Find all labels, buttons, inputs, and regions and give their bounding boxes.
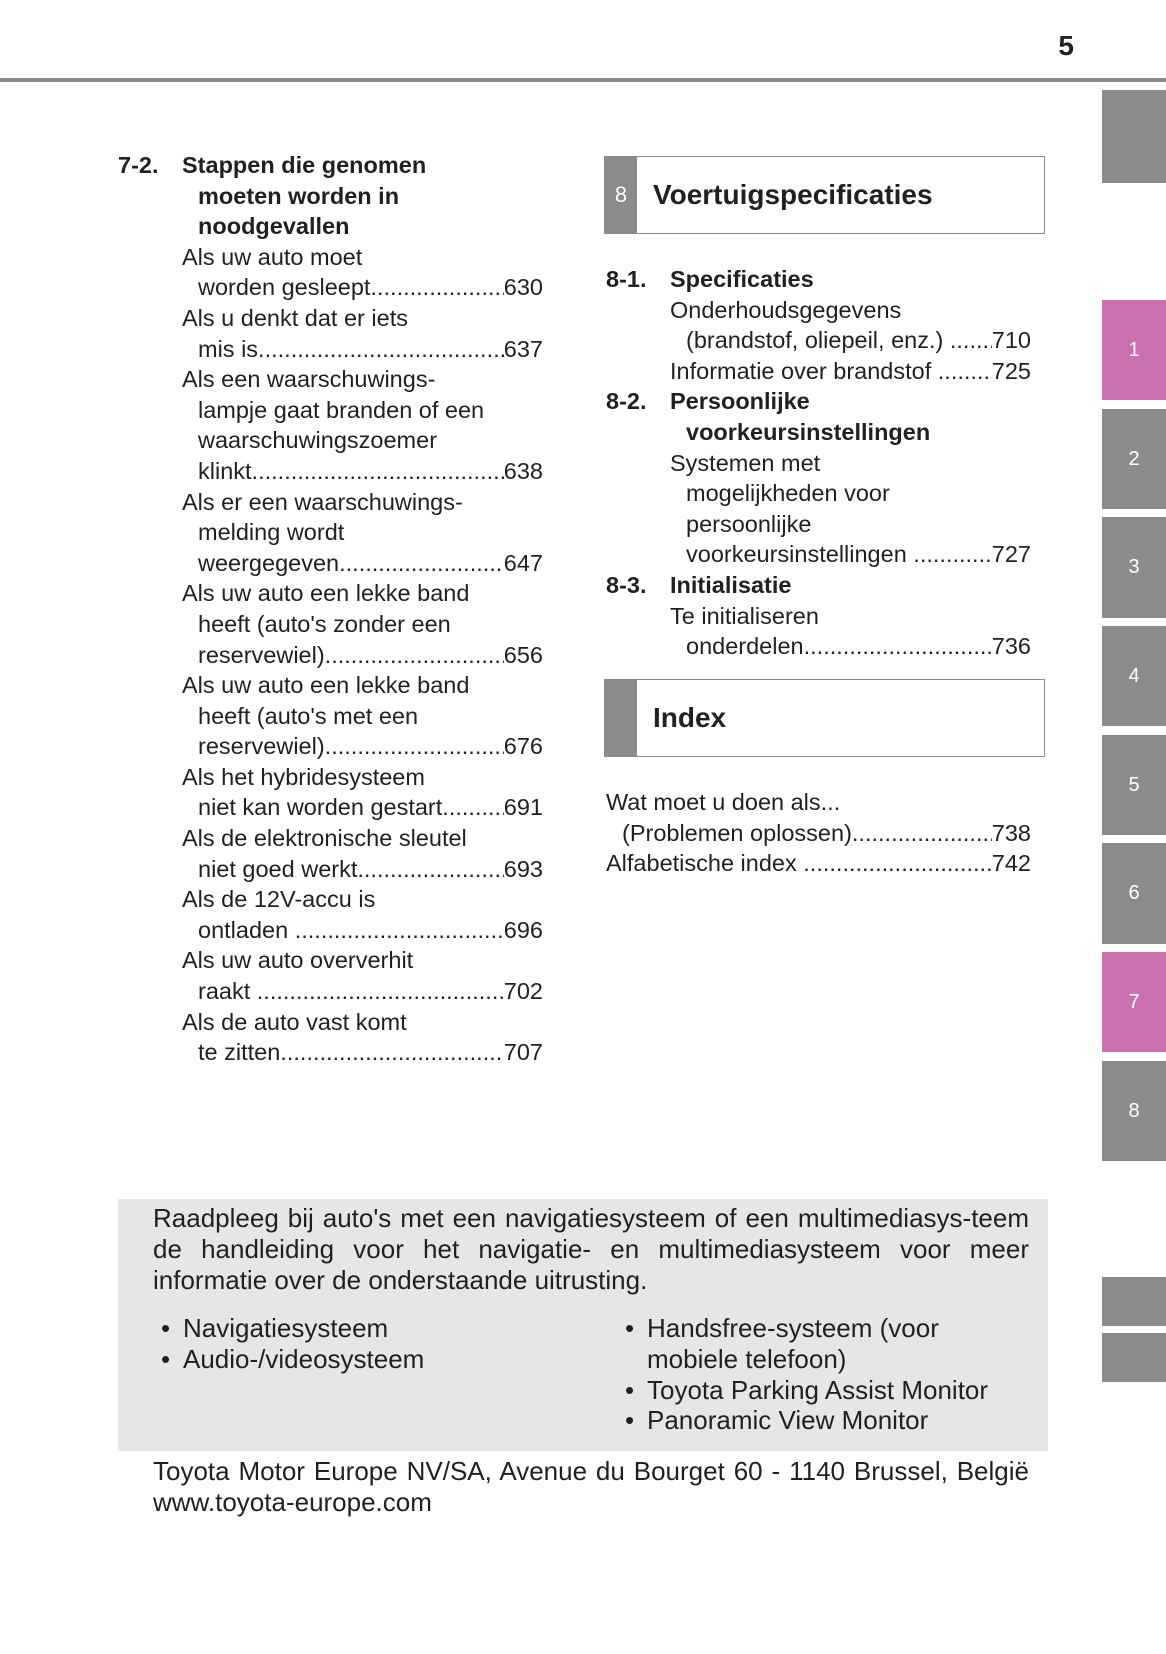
page-ref: 638 bbox=[503, 457, 543, 484]
page-ref: 742 bbox=[991, 850, 1031, 877]
page-ref: 630 bbox=[503, 274, 543, 301]
toc-entry-last: mis is ..... 637 bbox=[182, 334, 543, 365]
toc-entry-last: klinkt ..... 638 bbox=[182, 456, 543, 487]
toc-entry-line: Als er een waarschuwings- bbox=[182, 488, 463, 515]
page-ref: 693 bbox=[503, 855, 543, 882]
toc-entry-line: Te initialiseren bbox=[670, 602, 819, 629]
bullet-item: • Navigatiesysteem bbox=[153, 1313, 573, 1344]
section-heading[interactable] bbox=[606, 386, 1031, 447]
section-number: 8-3. bbox=[606, 571, 647, 598]
chapter-tab: 8 bbox=[605, 157, 637, 233]
section-title-line: Initialisatie bbox=[670, 571, 792, 598]
page-number: 5 bbox=[1058, 30, 1074, 61]
toc-entry-last: (brandstof, oliepeil, enz.) ..... 710 bbox=[670, 325, 1031, 356]
toc-entry-last: onderdelen ..... 736 bbox=[670, 631, 1031, 662]
toc-entry[interactable] bbox=[118, 364, 543, 486]
section-title-line: voorkeursinstellingen bbox=[686, 418, 931, 445]
side-tab-5[interactable]: 5 bbox=[1102, 735, 1166, 835]
page-ref: 725 bbox=[991, 357, 1031, 384]
bullet-item: • Panoramic View Monitor bbox=[617, 1405, 1037, 1436]
toc-entry-line: Als de 12V-accu is bbox=[182, 886, 376, 913]
bullet-item: • Handsfree-systeem (voor mobiele telefoon) bbox=[617, 1313, 1037, 1375]
toc-entry[interactable] bbox=[118, 487, 543, 579]
toc-entry-line: Als uw auto een lekke band bbox=[182, 672, 470, 699]
toc-entry-last: Alfabetische index ..... 742 bbox=[606, 848, 1031, 879]
side-tab-blank-b[interactable] bbox=[1102, 1333, 1166, 1382]
toc-entry-last: ontladen ..... 696 bbox=[182, 915, 543, 946]
bullet-item: • Toyota Parking Assist Monitor bbox=[617, 1375, 1037, 1406]
toc-entry[interactable] bbox=[118, 945, 543, 1006]
chapter-title: Index bbox=[653, 702, 727, 733]
page-ref: 696 bbox=[503, 916, 543, 943]
section-title-line: Stappen die genomen bbox=[182, 152, 427, 178]
toc-entry[interactable] bbox=[118, 578, 543, 670]
toc-entry-last: niet goed werkt ..... 693 bbox=[182, 854, 543, 885]
side-tab-8[interactable]: 8 bbox=[1102, 1061, 1166, 1161]
footer-address: Toyota Motor Europe NV/SA, Avenue du Bourget 60 - 1140 Brussel, België www.toyota-europe.com bbox=[153, 1456, 1029, 1517]
side-tab-3[interactable]: 3 bbox=[1102, 517, 1166, 618]
toc-entry-line: Als het hybridesysteem bbox=[182, 763, 425, 790]
index-header[interactable] bbox=[604, 679, 1045, 757]
section-heading[interactable] bbox=[606, 570, 1031, 601]
page-ref: 702 bbox=[503, 978, 543, 1005]
chapter-tab bbox=[605, 680, 637, 756]
section-7-2 bbox=[118, 150, 543, 1068]
toc-entry-line: Als de auto vast komt bbox=[182, 1008, 407, 1035]
toc-entry[interactable] bbox=[118, 884, 543, 945]
toc-entry[interactable] bbox=[606, 601, 1031, 662]
section-title-line: Specificaties bbox=[670, 266, 814, 292]
toc-entry[interactable] bbox=[606, 787, 1031, 848]
toc-entry[interactable] bbox=[606, 295, 1031, 356]
note-text: Raadpleeg bij auto's met een navigatiesysteem of een multimediasys-teem de handleiding voor het navigatie- en multimediasysteem voor meer informatie over de onderstaande uitrusting. bbox=[153, 1203, 1029, 1295]
toc-entry-last: niet kan worden gestart ..... 691 bbox=[182, 792, 543, 823]
section-title-line: moeten worden in bbox=[198, 182, 400, 209]
toc-entry[interactable] bbox=[118, 242, 543, 303]
toc-entry[interactable] bbox=[118, 823, 543, 884]
toc-entry-last: raakt ..... 702 bbox=[182, 976, 543, 1007]
toc-entry-last: (Problemen oplossen) ..... 738 bbox=[606, 818, 1031, 849]
toc-entry-last: worden gesleept ..... 630 bbox=[182, 272, 543, 303]
toc-entry-last: te zitten ..... 707 bbox=[182, 1037, 543, 1068]
toc-entry[interactable] bbox=[606, 448, 1031, 570]
toc-entry-line: Als uw auto een lekke band bbox=[182, 580, 470, 607]
toc-entry-line: heeft (auto's met een bbox=[198, 702, 419, 729]
toc-entry-line: heeft (auto's zonder een bbox=[198, 610, 451, 637]
page-ref: 727 bbox=[991, 541, 1031, 568]
toc-entry[interactable] bbox=[118, 1007, 543, 1068]
page-ref: 710 bbox=[991, 327, 1031, 354]
toc-entry-line: waarschuwingszoemer bbox=[198, 427, 438, 454]
side-tab-2[interactable]: 2 bbox=[1102, 409, 1166, 509]
section-title-line: Persoonlijke bbox=[670, 388, 810, 415]
side-tab-6[interactable]: 6 bbox=[1102, 843, 1166, 944]
bullet-list-right bbox=[617, 1313, 1037, 1436]
section-title-line: noodgevallen bbox=[198, 213, 350, 240]
side-tab-1[interactable]: 1 bbox=[1102, 300, 1166, 400]
chapter-8-header[interactable] bbox=[604, 156, 1045, 234]
page-ref: 656 bbox=[503, 641, 543, 668]
side-tab-blank-a[interactable] bbox=[1102, 1277, 1166, 1326]
page-ref: 738 bbox=[991, 819, 1031, 846]
page-ref: 691 bbox=[503, 794, 543, 821]
bullet-list-left bbox=[153, 1313, 573, 1375]
side-tab-7[interactable]: 7 bbox=[1102, 952, 1166, 1052]
section-heading[interactable] bbox=[118, 150, 543, 242]
chapter-8-contents bbox=[606, 264, 1031, 662]
toc-entry-line: Als uw auto moet bbox=[182, 243, 363, 270]
header-rule bbox=[0, 78, 1166, 82]
toc-entry-last: weergegeven ..... 647 bbox=[182, 548, 543, 579]
toc-entry-line: Onderhoudsgegevens bbox=[670, 296, 902, 323]
toc-entry-last: reservewiel) ..... 676 bbox=[182, 731, 543, 762]
toc-entry-last: voorkeursinstellingen ..... 727 bbox=[670, 539, 1031, 570]
section-number: 8-2. bbox=[606, 388, 647, 415]
toc-entry-line: Als u denkt dat er iets bbox=[182, 304, 408, 331]
side-tab-blank-top[interactable] bbox=[1102, 90, 1166, 183]
toc-entry-line: melding wordt bbox=[198, 519, 345, 546]
toc-entry-line: Als uw auto oververhit bbox=[182, 947, 414, 974]
toc-entry-line: mogelijkheden voor bbox=[686, 480, 890, 507]
section-number: 7-2. bbox=[118, 152, 159, 178]
toc-entry[interactable] bbox=[118, 762, 543, 823]
toc-entry[interactable] bbox=[606, 356, 1031, 387]
toc-entry-line: lampje gaat branden of een bbox=[198, 396, 485, 423]
toc-entry-line: persoonlijke bbox=[686, 510, 812, 537]
toc-entry-line: Systemen met bbox=[670, 449, 821, 476]
side-tab-4[interactable]: 4 bbox=[1102, 626, 1166, 726]
toc-entry-last: reservewiel) ..... 656 bbox=[182, 640, 543, 671]
toc-entry-line: Als een waarschuwings- bbox=[182, 366, 436, 393]
page-ref: 637 bbox=[503, 335, 543, 362]
index-contents bbox=[606, 787, 1031, 879]
toc-entry[interactable] bbox=[118, 303, 543, 364]
bullet-item: • Audio-/videosysteem bbox=[153, 1344, 573, 1375]
page-ref: 736 bbox=[991, 633, 1031, 660]
page-ref: 647 bbox=[503, 549, 543, 576]
page-ref: 707 bbox=[503, 1039, 543, 1066]
chapter-title: Voertuigspecificaties bbox=[653, 179, 933, 210]
toc-entry-line: Als de elektronische sleutel bbox=[182, 825, 467, 852]
page-ref: 676 bbox=[503, 733, 543, 760]
toc-entry-line: Wat moet u doen als... bbox=[606, 789, 841, 815]
toc-entry[interactable] bbox=[118, 670, 543, 762]
toc-entry[interactable] bbox=[606, 848, 1031, 879]
toc-entry-last: Informatie over brandstof ..... 725 bbox=[670, 356, 1031, 387]
section-heading[interactable] bbox=[606, 264, 1031, 295]
section-number: 8-1. bbox=[606, 266, 647, 292]
